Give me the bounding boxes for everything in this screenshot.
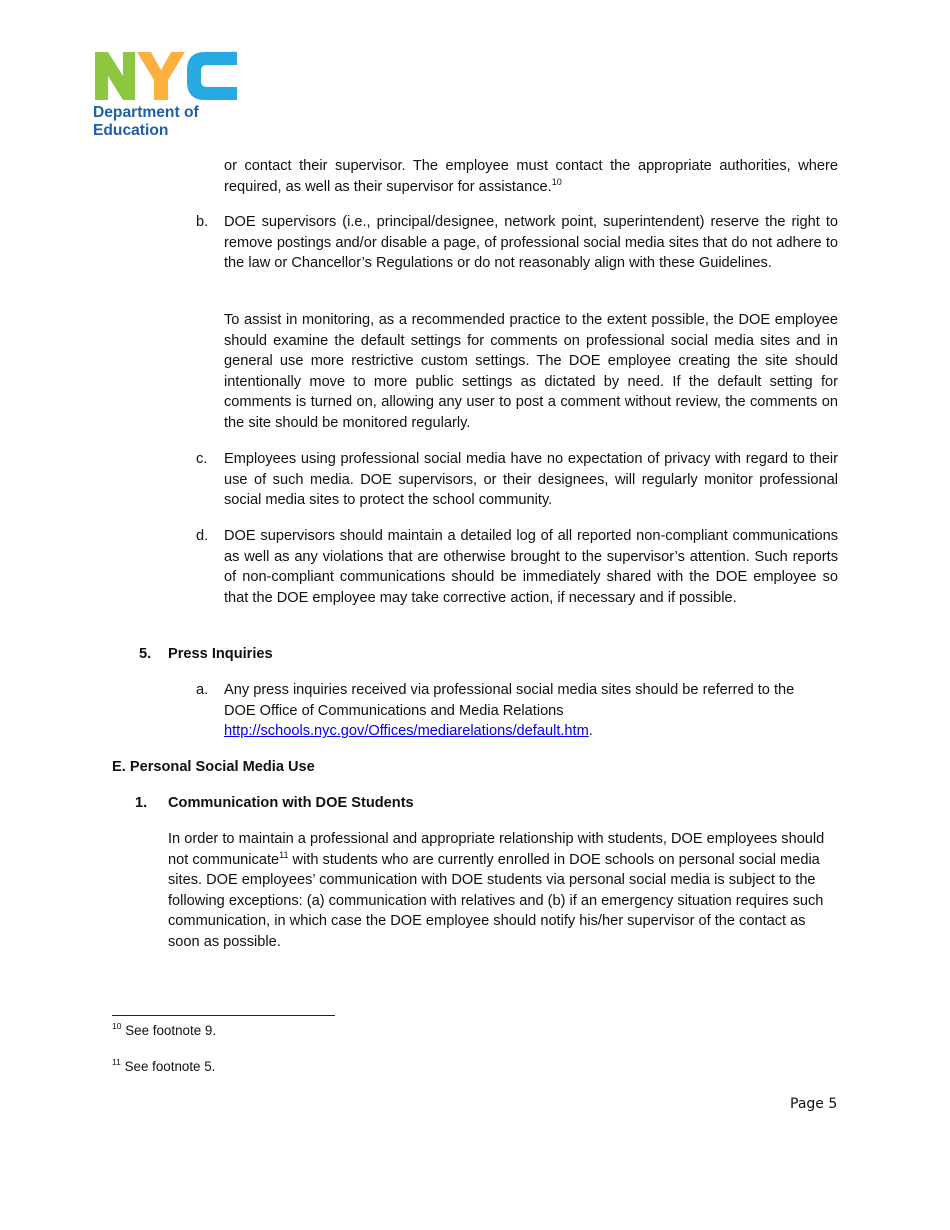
list-marker-5a: a. (196, 682, 209, 698)
letter-c-mark (187, 52, 237, 100)
footnote-10 (112, 1022, 216, 1040)
nyc-doe-logo (93, 50, 243, 140)
item-c-text: Employees using professional social media have no expectation of privacy with regard to their use of such media. DOE supervisors, or their designees, will regularly monitor professional social media sites to protect the school community. (224, 451, 838, 509)
intro-text: or contact their supervisor. The employee must contact the appropriate authorities, where required, as well as their supervisor for assistance. (224, 158, 838, 195)
subsection-1-title: Communication with DOE Students (168, 795, 414, 811)
list-marker-d: d. (196, 528, 209, 544)
footnote-ref-11: 11 (279, 849, 289, 860)
letter-n-mark (95, 52, 135, 100)
subsection-1-paragraph (168, 829, 840, 953)
logo-line-education: Education (93, 122, 169, 139)
footnote-ref-10: 10 (551, 176, 562, 187)
page-number: Page 5 (790, 1096, 838, 1112)
item-b-paragraph2-text: To assist in monitoring, as a recommended practice to the extent possible, the DOE employee should examine the default settings for comments on professional social media sites and in general use more restrictive custom settings. The DOE employee creating the site should intentionally move to more public settings as dictated by need. If the default setting for comments is turned on, allowing any user to post a comment without review, the comments on the site should be monitored regularly. (224, 312, 838, 431)
footnote-divider (112, 1015, 335, 1016)
subsection-1-text-before: In order to maintain a professional and appropriate relationship with students, DOE employees should not communicate (168, 831, 825, 868)
list-marker-c: c. (196, 451, 208, 467)
item-5a-line2: DOE Office of Communications and Media Relations (224, 702, 564, 719)
section-5-number: 5. (139, 646, 152, 662)
item-5a-line1: Any press inquiries received via professional social media sites should be referred to the (224, 682, 795, 698)
section-5-title: Press Inquiries (168, 646, 273, 662)
item-d-text: DOE supervisors should maintain a detailed log of all reported non-compliant communications as well as any violations that are otherwise brought to the supervisor’s attention. Such reports of non-compliant communications should be immediately shared with the DOE employee so that the DOE employee may take corrective action, if necessary and if possible. (224, 528, 838, 606)
trademark-mark: TM (231, 50, 237, 55)
list-marker-b: b. (196, 214, 209, 230)
logo-line-department: Department of (93, 104, 199, 121)
subsection-1-number: 1. (135, 795, 148, 811)
section-e-title: E. Personal Social Media Use (112, 759, 315, 775)
footnote-10-text: See footnote 9. (125, 1023, 217, 1038)
list-item-b (224, 212, 838, 274)
footnote-11 (112, 1058, 215, 1076)
subsection-1-text-after: with students who are currently enrolled in DOE schools on personal social media sites. DOE employees’ communication with DOE students via personal social media is subject to the following exceptions: (a) communication with relatives and (b) if an emergency situation requires such communication, in which case the DOE employee should notify his/her supervisor of the contact as soon as possible. (168, 851, 824, 950)
list-item-5a (224, 680, 844, 742)
list-item-c (224, 449, 838, 511)
media-relations-link[interactable]: http://schools.nyc.gov/Offices/mediarelations/default.htm (224, 723, 589, 740)
list-item-d (224, 526, 838, 608)
footnote-11-text: See footnote 5. (124, 1059, 216, 1074)
footnote-11-number: 11 (112, 1057, 121, 1067)
nyc-wordmark-icon (93, 50, 241, 102)
list-item-b-paragraph2 (224, 310, 838, 434)
letter-y-mark (137, 52, 185, 100)
item-b-text: DOE supervisors (i.e., principal/designee, network point, superintendent) reserve the right to remove postings and/or disable a page, of professional social media sites that do not adhere to the law or Chancellor’s Regulations or do not reasonably align with these Guidelines. (224, 214, 838, 272)
footnote-10-number: 10 (112, 1021, 122, 1031)
link-trailing-period: . (588, 723, 593, 740)
intro-continuation (224, 156, 838, 197)
